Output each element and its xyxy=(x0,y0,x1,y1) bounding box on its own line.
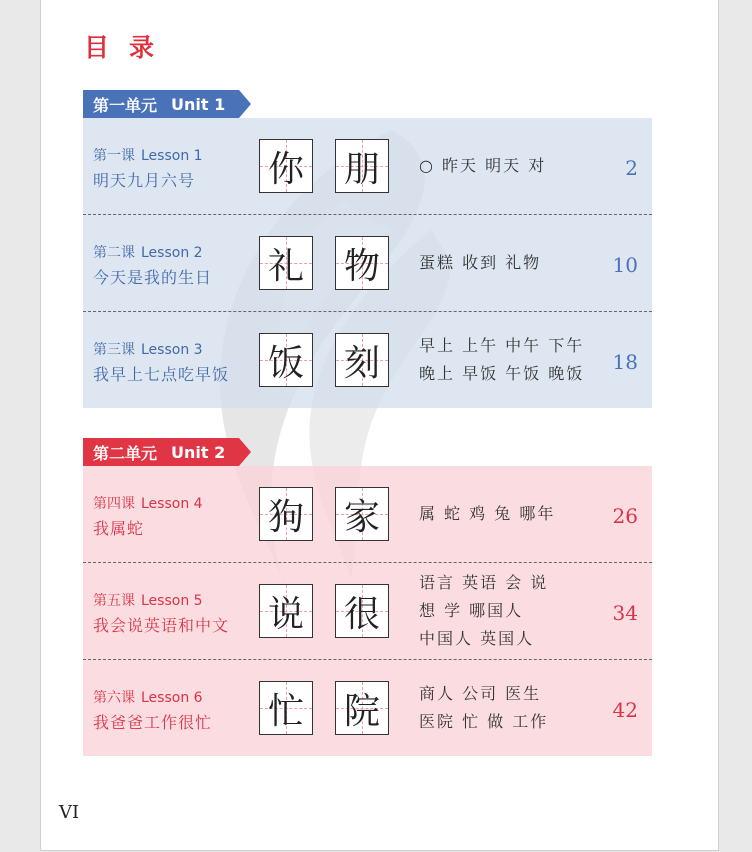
lesson-row-4[interactable] xyxy=(83,466,652,563)
vocabulary-list xyxy=(419,249,541,277)
lesson-number-cn: 第一课 xyxy=(93,148,135,164)
character: 家 xyxy=(343,496,380,538)
lesson-number-cn: 第四课 xyxy=(93,496,135,512)
lesson-number-en: Lesson 6 xyxy=(141,690,203,706)
lesson-number-en: Lesson 5 xyxy=(141,593,203,609)
character: 狗 xyxy=(267,496,304,538)
page-ref: 42 xyxy=(612,698,638,722)
vocabulary-list xyxy=(419,152,546,180)
lesson-title: 我属蛇 xyxy=(93,519,145,538)
character-box xyxy=(335,681,389,735)
lesson-number-cn: 第二课 xyxy=(93,245,135,261)
character: 物 xyxy=(343,245,380,287)
unit-2-label-en: Unit 2 xyxy=(171,442,226,462)
vocabulary-list xyxy=(419,332,584,388)
lesson-number-cn: 第六课 xyxy=(93,690,135,706)
unit-2-lessons xyxy=(83,466,652,756)
character: 你 xyxy=(267,148,304,190)
page-ref: 2 xyxy=(625,156,638,180)
vocabulary-list xyxy=(419,500,555,528)
lesson-number-cn: 第三课 xyxy=(93,342,135,358)
character-box xyxy=(259,584,313,638)
character-box xyxy=(335,139,389,193)
unit-1-lessons xyxy=(83,118,652,408)
character-box xyxy=(259,487,313,541)
character-box xyxy=(259,236,313,290)
unit-2-label-cn: 第二单元 xyxy=(93,443,158,463)
character: 很 xyxy=(343,593,380,635)
character: 礼 xyxy=(267,245,304,287)
vocabulary-line: 语言 英语 会 说 xyxy=(419,573,549,592)
page-ref: 34 xyxy=(612,601,638,625)
character: 朋 xyxy=(343,148,380,190)
lesson-number-en: Lesson 1 xyxy=(141,148,203,164)
lesson-row-1[interactable] xyxy=(83,118,652,215)
lesson-title: 我会说英语和中文 xyxy=(93,616,230,635)
lesson-title: 明天九月六号 xyxy=(93,171,196,190)
vocabulary-line: 中国人 英国人 xyxy=(419,629,535,648)
unit-1-label-cn: 第一单元 xyxy=(93,95,158,115)
lesson-title: 我爸爸工作很忙 xyxy=(93,713,213,732)
document-page xyxy=(40,0,719,851)
lesson-row-6[interactable] xyxy=(83,660,652,756)
vocabulary-line: 晚上 早饭 午饭 晚饭 xyxy=(419,364,585,383)
unit-1-label-en: Unit 1 xyxy=(171,94,226,114)
lesson-number-cn: 第五课 xyxy=(93,593,135,609)
page-ref: 26 xyxy=(612,504,638,528)
toc-title: 目录 xyxy=(84,33,175,62)
character-box xyxy=(335,487,389,541)
lesson-row-2[interactable] xyxy=(83,215,652,312)
vocabulary-line: 蛋糕 收到 礼物 xyxy=(419,253,542,272)
vocabulary-line: ○ 昨天 明天 对 xyxy=(419,156,547,175)
vocabulary-list xyxy=(419,569,548,653)
character-box xyxy=(259,681,313,735)
lesson-number-en: Lesson 2 xyxy=(141,245,203,261)
character: 院 xyxy=(343,690,380,732)
unit-1-tag xyxy=(83,90,251,118)
character-box xyxy=(259,139,313,193)
vocabulary-line: 医院 忙 做 工作 xyxy=(419,712,549,731)
character: 饭 xyxy=(267,342,304,384)
vocabulary-line: 商人 公司 医生 xyxy=(419,684,542,703)
lesson-title: 我早上七点吃早饭 xyxy=(93,365,230,384)
vocabulary-line: 早上 上午 中午 下午 xyxy=(419,336,585,355)
character: 说 xyxy=(267,593,304,635)
lesson-number-en: Lesson 4 xyxy=(141,496,203,512)
unit-2-tag xyxy=(83,438,251,466)
lesson-row-5[interactable] xyxy=(83,563,652,660)
character: 刻 xyxy=(343,342,380,384)
lesson-number-en: Lesson 3 xyxy=(141,342,203,358)
vocabulary-line: 想 学 哪国人 xyxy=(419,601,524,620)
vocabulary-line: 属 蛇 鸡 兔 哪年 xyxy=(419,504,556,523)
character-box xyxy=(335,333,389,387)
lesson-title: 今天是我的生日 xyxy=(93,268,213,287)
lesson-row-3[interactable] xyxy=(83,312,652,408)
page-number: VI xyxy=(59,802,80,823)
page-ref: 10 xyxy=(612,253,638,277)
character-box xyxy=(335,236,389,290)
page-ref: 18 xyxy=(612,350,638,374)
character: 忙 xyxy=(267,690,304,732)
character-box xyxy=(335,584,389,638)
character-box xyxy=(259,333,313,387)
vocabulary-list xyxy=(419,680,548,736)
